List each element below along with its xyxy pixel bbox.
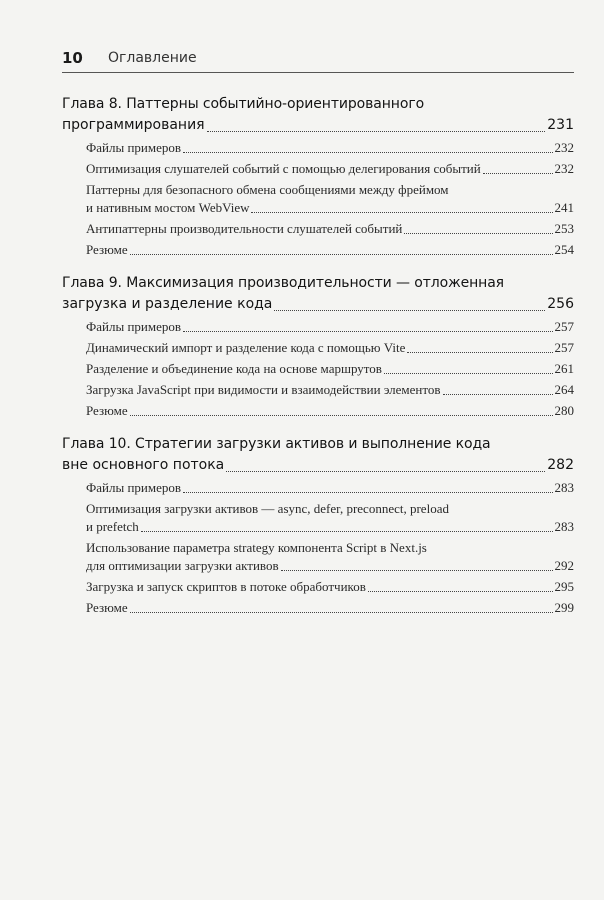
- chapter-title[interactable]: Глава 8. Паттерны событийно-ориентированного: [62, 96, 425, 112]
- page-ref: 232: [554, 140, 574, 155]
- dot-leader: [130, 612, 553, 613]
- toc-entry[interactable]: Резюме 254: [86, 242, 574, 257]
- chapter-title-line[interactable]: загрузка и разделение кода 256: [62, 294, 574, 315]
- page-ref: 241: [554, 200, 574, 215]
- dot-leader: [183, 152, 552, 153]
- chapter-10: [62, 434, 574, 617]
- dot-leader: [130, 254, 553, 255]
- dot-leader: [130, 415, 553, 416]
- page-ref: 292: [554, 558, 574, 573]
- page-ref: 232: [554, 161, 574, 176]
- page-ref: 253: [554, 221, 574, 236]
- toc-entry[interactable]: Файлы примеров 257: [86, 319, 574, 334]
- table-of-contents: [62, 94, 574, 631]
- chapter-title[interactable]: Глава 9. Максимизация производительности — отложенная: [62, 275, 504, 291]
- chapter-9: [62, 273, 574, 420]
- dot-leader: [404, 233, 552, 234]
- running-title: Оглавление: [108, 50, 197, 66]
- toc-entry[interactable]: Паттерны для безопасного обмена сообщениями между фреймом и нативным мостом WebView 241: [86, 182, 574, 215]
- toc-entry[interactable]: Резюме 280: [86, 403, 574, 418]
- dot-leader: [443, 394, 553, 395]
- toc-entry[interactable]: Антипаттерны производительности слушателей событий 253: [86, 221, 574, 236]
- page-ref: 231: [547, 117, 574, 133]
- toc-entry[interactable]: Оптимизация загрузки активов — async, defer, preconnect, preload и prefetch 283: [86, 501, 574, 534]
- dot-leader: [384, 373, 553, 374]
- toc-entry[interactable]: Оптимизация слушателей событий с помощью делегирования событий 232: [86, 161, 574, 176]
- toc-entry[interactable]: Загрузка JavaScript при видимости и взаимодействии элементов 264: [86, 382, 574, 397]
- dot-leader: [183, 492, 552, 493]
- chapter-title-line[interactable]: вне основного потока 282: [62, 455, 574, 476]
- page-ref: 283: [554, 480, 574, 495]
- page-ref: 261: [554, 361, 574, 376]
- dot-leader: [274, 310, 545, 311]
- dot-leader: [281, 570, 553, 571]
- dot-leader: [226, 471, 545, 472]
- toc-entry[interactable]: Динамический импорт и разделение кода с помощью Vite 257: [86, 340, 574, 355]
- toc-entry[interactable]: Загрузка и запуск скриптов в потоке обработчиков 295: [86, 579, 574, 594]
- page-ref: 295: [554, 579, 574, 594]
- page-ref: 299: [554, 600, 574, 615]
- toc-entry[interactable]: Резюме 299: [86, 600, 574, 615]
- toc-entry[interactable]: Разделение и объединение кода на основе маршрутов 261: [86, 361, 574, 376]
- page-ref: 256: [547, 296, 574, 312]
- chapter-8: [62, 94, 574, 259]
- page-ref: 254: [554, 242, 574, 257]
- dot-leader: [141, 531, 553, 532]
- page-ref: 280: [554, 403, 574, 418]
- dot-leader: [183, 331, 552, 332]
- toc-entry[interactable]: Файлы примеров 283: [86, 480, 574, 495]
- page-ref: 283: [554, 519, 574, 534]
- chapter-title-line[interactable]: программирования 231: [62, 115, 574, 136]
- dot-leader: [407, 352, 552, 353]
- page-header: [62, 48, 574, 73]
- page-ref: 257: [554, 319, 574, 334]
- chapter-title[interactable]: Глава 10. Стратегии загрузки активов и выполнение кода: [62, 436, 491, 452]
- toc-entry[interactable]: Использование параметра strategy компонента Script в Next.js для оптимизации загрузки активов 292: [86, 540, 574, 573]
- dot-leader: [483, 173, 553, 174]
- dot-leader: [207, 131, 546, 132]
- page-ref: 282: [547, 457, 574, 473]
- page-ref: 264: [554, 382, 574, 397]
- dot-leader: [251, 212, 552, 213]
- toc-entry[interactable]: Файлы примеров 232: [86, 140, 574, 155]
- page-number: 10: [62, 49, 83, 67]
- page-ref: 257: [554, 340, 574, 355]
- dot-leader: [368, 591, 553, 592]
